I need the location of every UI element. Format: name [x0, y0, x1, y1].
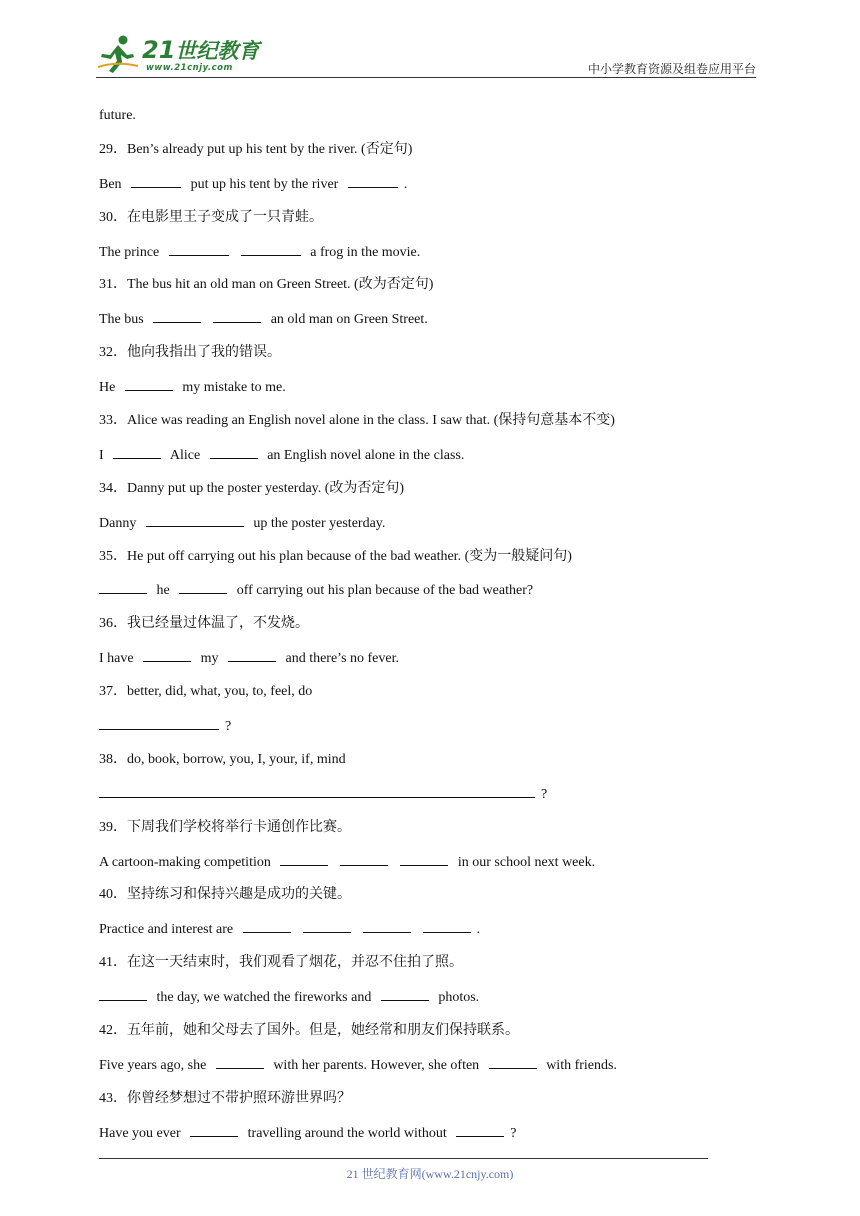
- runner-logo-icon: [96, 33, 140, 77]
- line-text: 35．He put off carrying out his plan because of the bad weather. (变为一般疑问句): [99, 548, 572, 564]
- answer-blank[interactable]: [146, 512, 244, 527]
- answer-blank[interactable]: [423, 918, 471, 933]
- answer-blank[interactable]: [179, 579, 227, 594]
- header-tagline: 中小学教育资源及组卷应用平台: [587, 62, 756, 76]
- exercise-line: [99, 1054, 759, 1088]
- logo-name: 世纪教育: [175, 39, 260, 63]
- page-footer[interactable]: 21 世纪教育网(www.21cnjy.com): [346, 1167, 514, 1181]
- exercise-line: [99, 308, 759, 342]
- line-text: ?: [541, 786, 548, 802]
- answer-blank[interactable]: [456, 1122, 504, 1137]
- line-text: 43．你曾经梦想过不带护照环游世界吗？: [99, 1090, 351, 1106]
- answer-blank[interactable]: [243, 918, 291, 933]
- answer-blank[interactable]: [131, 173, 181, 188]
- line-text: future.: [99, 108, 136, 123]
- exercise-line: [99, 579, 759, 613]
- exercise-line: [99, 241, 759, 275]
- line-text: in our school next week.: [454, 854, 596, 870]
- exercise-line: [99, 783, 759, 817]
- answer-blank[interactable]: [113, 444, 161, 459]
- exercise-line: [99, 376, 759, 410]
- exercise-line: [99, 1122, 759, 1156]
- logo-wordmark: [142, 35, 259, 65]
- line-text: an English novel alone in the class.: [263, 447, 465, 463]
- line-text: my mistake to me.: [178, 380, 286, 396]
- answer-blank[interactable]: [303, 918, 351, 933]
- answer-blank[interactable]: [363, 918, 411, 933]
- answer-blank[interactable]: [241, 241, 301, 256]
- line-text: 40．坚持练习和保持兴趣是成功的关键。: [99, 887, 351, 903]
- answer-blank[interactable]: [280, 851, 328, 866]
- exercise-line: [99, 681, 759, 715]
- line-text: Have you ever: [99, 1125, 185, 1141]
- answer-blank[interactable]: [143, 647, 191, 662]
- exercise-line: [99, 851, 759, 885]
- line-text: ?: [225, 719, 232, 735]
- exercise-line: [99, 410, 759, 444]
- exercise-line: [99, 986, 759, 1020]
- exercise-line: [99, 613, 759, 647]
- line-text: 32．他向我指出了我的错误。: [99, 345, 281, 361]
- exercise-line: [99, 884, 759, 918]
- line-text: the day, we watched the fireworks and: [153, 990, 375, 1006]
- line-text: Five years ago, she: [99, 1057, 210, 1073]
- exercise-line: [99, 512, 759, 546]
- answer-blank[interactable]: [340, 851, 388, 866]
- line-text: he: [153, 583, 174, 599]
- line-text: 30．在电影里王子变成了一只青蛙。: [99, 209, 323, 225]
- exercise-content: [99, 105, 759, 1156]
- answer-blank[interactable]: [169, 241, 229, 256]
- line-text: The bus: [99, 312, 148, 328]
- line-text: 41．在这一天结束时，我们观看了烟花，并忍不住拍了照。: [99, 955, 463, 971]
- line-text: 38．do, book, borrow, you, I, your, if, mind: [99, 751, 346, 767]
- answer-blank[interactable]: [99, 986, 147, 1001]
- line-text: Danny: [99, 515, 140, 531]
- line-text: ?: [510, 1125, 517, 1141]
- line-text: 31．The bus hit an old man on Green Street. (改为否定句): [99, 277, 434, 293]
- line-text: 36．我已经量过体温了，不发烧。: [99, 616, 309, 632]
- exercise-line: [99, 1020, 759, 1054]
- answer-blank[interactable]: [348, 173, 398, 188]
- answer-blank[interactable]: [489, 1054, 537, 1069]
- line-text: off carrying out his plan because of the bad weather?: [233, 583, 534, 599]
- exercise-line: [99, 749, 759, 783]
- exercise-line: [99, 444, 759, 478]
- exercise-line: [99, 342, 759, 376]
- exercise-line: [99, 173, 759, 207]
- line-text: Ben: [99, 176, 126, 192]
- line-text: 37．better, did, what, you, to, feel, do: [99, 684, 313, 700]
- answer-blank[interactable]: [381, 986, 429, 1001]
- line-text: .: [476, 922, 481, 938]
- line-text: .: [403, 176, 408, 192]
- exercise-line: [99, 274, 759, 308]
- answer-blank[interactable]: [99, 715, 219, 730]
- site-logo[interactable]: [96, 33, 266, 79]
- line-text: The prince: [99, 244, 163, 260]
- line-text: I: [99, 447, 108, 463]
- answer-blank[interactable]: [400, 851, 448, 866]
- line-text: 42．五年前，她和父母去了国外。但是，她经常和朋友们保持联系。: [99, 1023, 519, 1039]
- line-text: up the poster yesterday.: [249, 515, 386, 531]
- answer-blank[interactable]: [190, 1122, 238, 1137]
- line-text: travelling around the world without: [244, 1125, 451, 1141]
- answer-blank[interactable]: [99, 783, 535, 798]
- line-text: 39．下周我们学校将举行卡通创作比赛。: [99, 819, 351, 835]
- line-text: with friends.: [542, 1057, 617, 1073]
- exercise-line: [99, 918, 759, 952]
- exercise-line: [99, 647, 759, 681]
- line-text: 29．Ben’s already put up his tent by the river. (否定句): [99, 141, 413, 157]
- line-text: an old man on Green Street.: [267, 312, 428, 328]
- line-text: A cartoon-making competition: [99, 854, 275, 870]
- exercise-line: [99, 105, 759, 139]
- line-text: Alice: [167, 447, 204, 463]
- line-text: and there’s no fever.: [281, 651, 399, 667]
- footer-divider: [99, 1158, 708, 1159]
- answer-blank[interactable]: [153, 308, 201, 323]
- exercise-line: [99, 478, 759, 512]
- answer-blank[interactable]: [228, 647, 276, 662]
- line-text: I have: [99, 651, 138, 667]
- answer-blank[interactable]: [99, 579, 147, 594]
- line-text: with her parents. However, she often: [269, 1057, 483, 1073]
- exercise-line: [99, 715, 759, 749]
- logo-number: 21: [142, 36, 176, 64]
- line-text: put up his tent by the river: [187, 176, 342, 192]
- line-text: 34．Danny put up the poster yesterday. (改为否定句): [99, 480, 405, 496]
- exercise-line: [99, 139, 759, 173]
- header-divider: [96, 77, 756, 78]
- exercise-line: [99, 817, 759, 851]
- exercise-line: [99, 207, 759, 241]
- line-text: 33．Alice was reading an English novel alone in the class. I saw that. (保持句意基本不变): [99, 413, 615, 429]
- exercise-line: [99, 1088, 759, 1122]
- exercise-line: [99, 546, 759, 580]
- line-text: a frog in the movie.: [306, 244, 421, 260]
- line-text: Practice and interest are: [99, 922, 237, 938]
- answer-blank[interactable]: [216, 1054, 264, 1069]
- logo-url: www.21cnjy.com: [146, 63, 233, 73]
- exercise-line: [99, 952, 759, 986]
- answer-blank[interactable]: [210, 444, 258, 459]
- line-text: photos.: [434, 990, 480, 1006]
- answer-blank[interactable]: [213, 308, 261, 323]
- line-text: He: [99, 380, 119, 396]
- answer-blank[interactable]: [125, 376, 173, 391]
- page-header: [0, 0, 860, 80]
- line-text: my: [197, 651, 222, 667]
